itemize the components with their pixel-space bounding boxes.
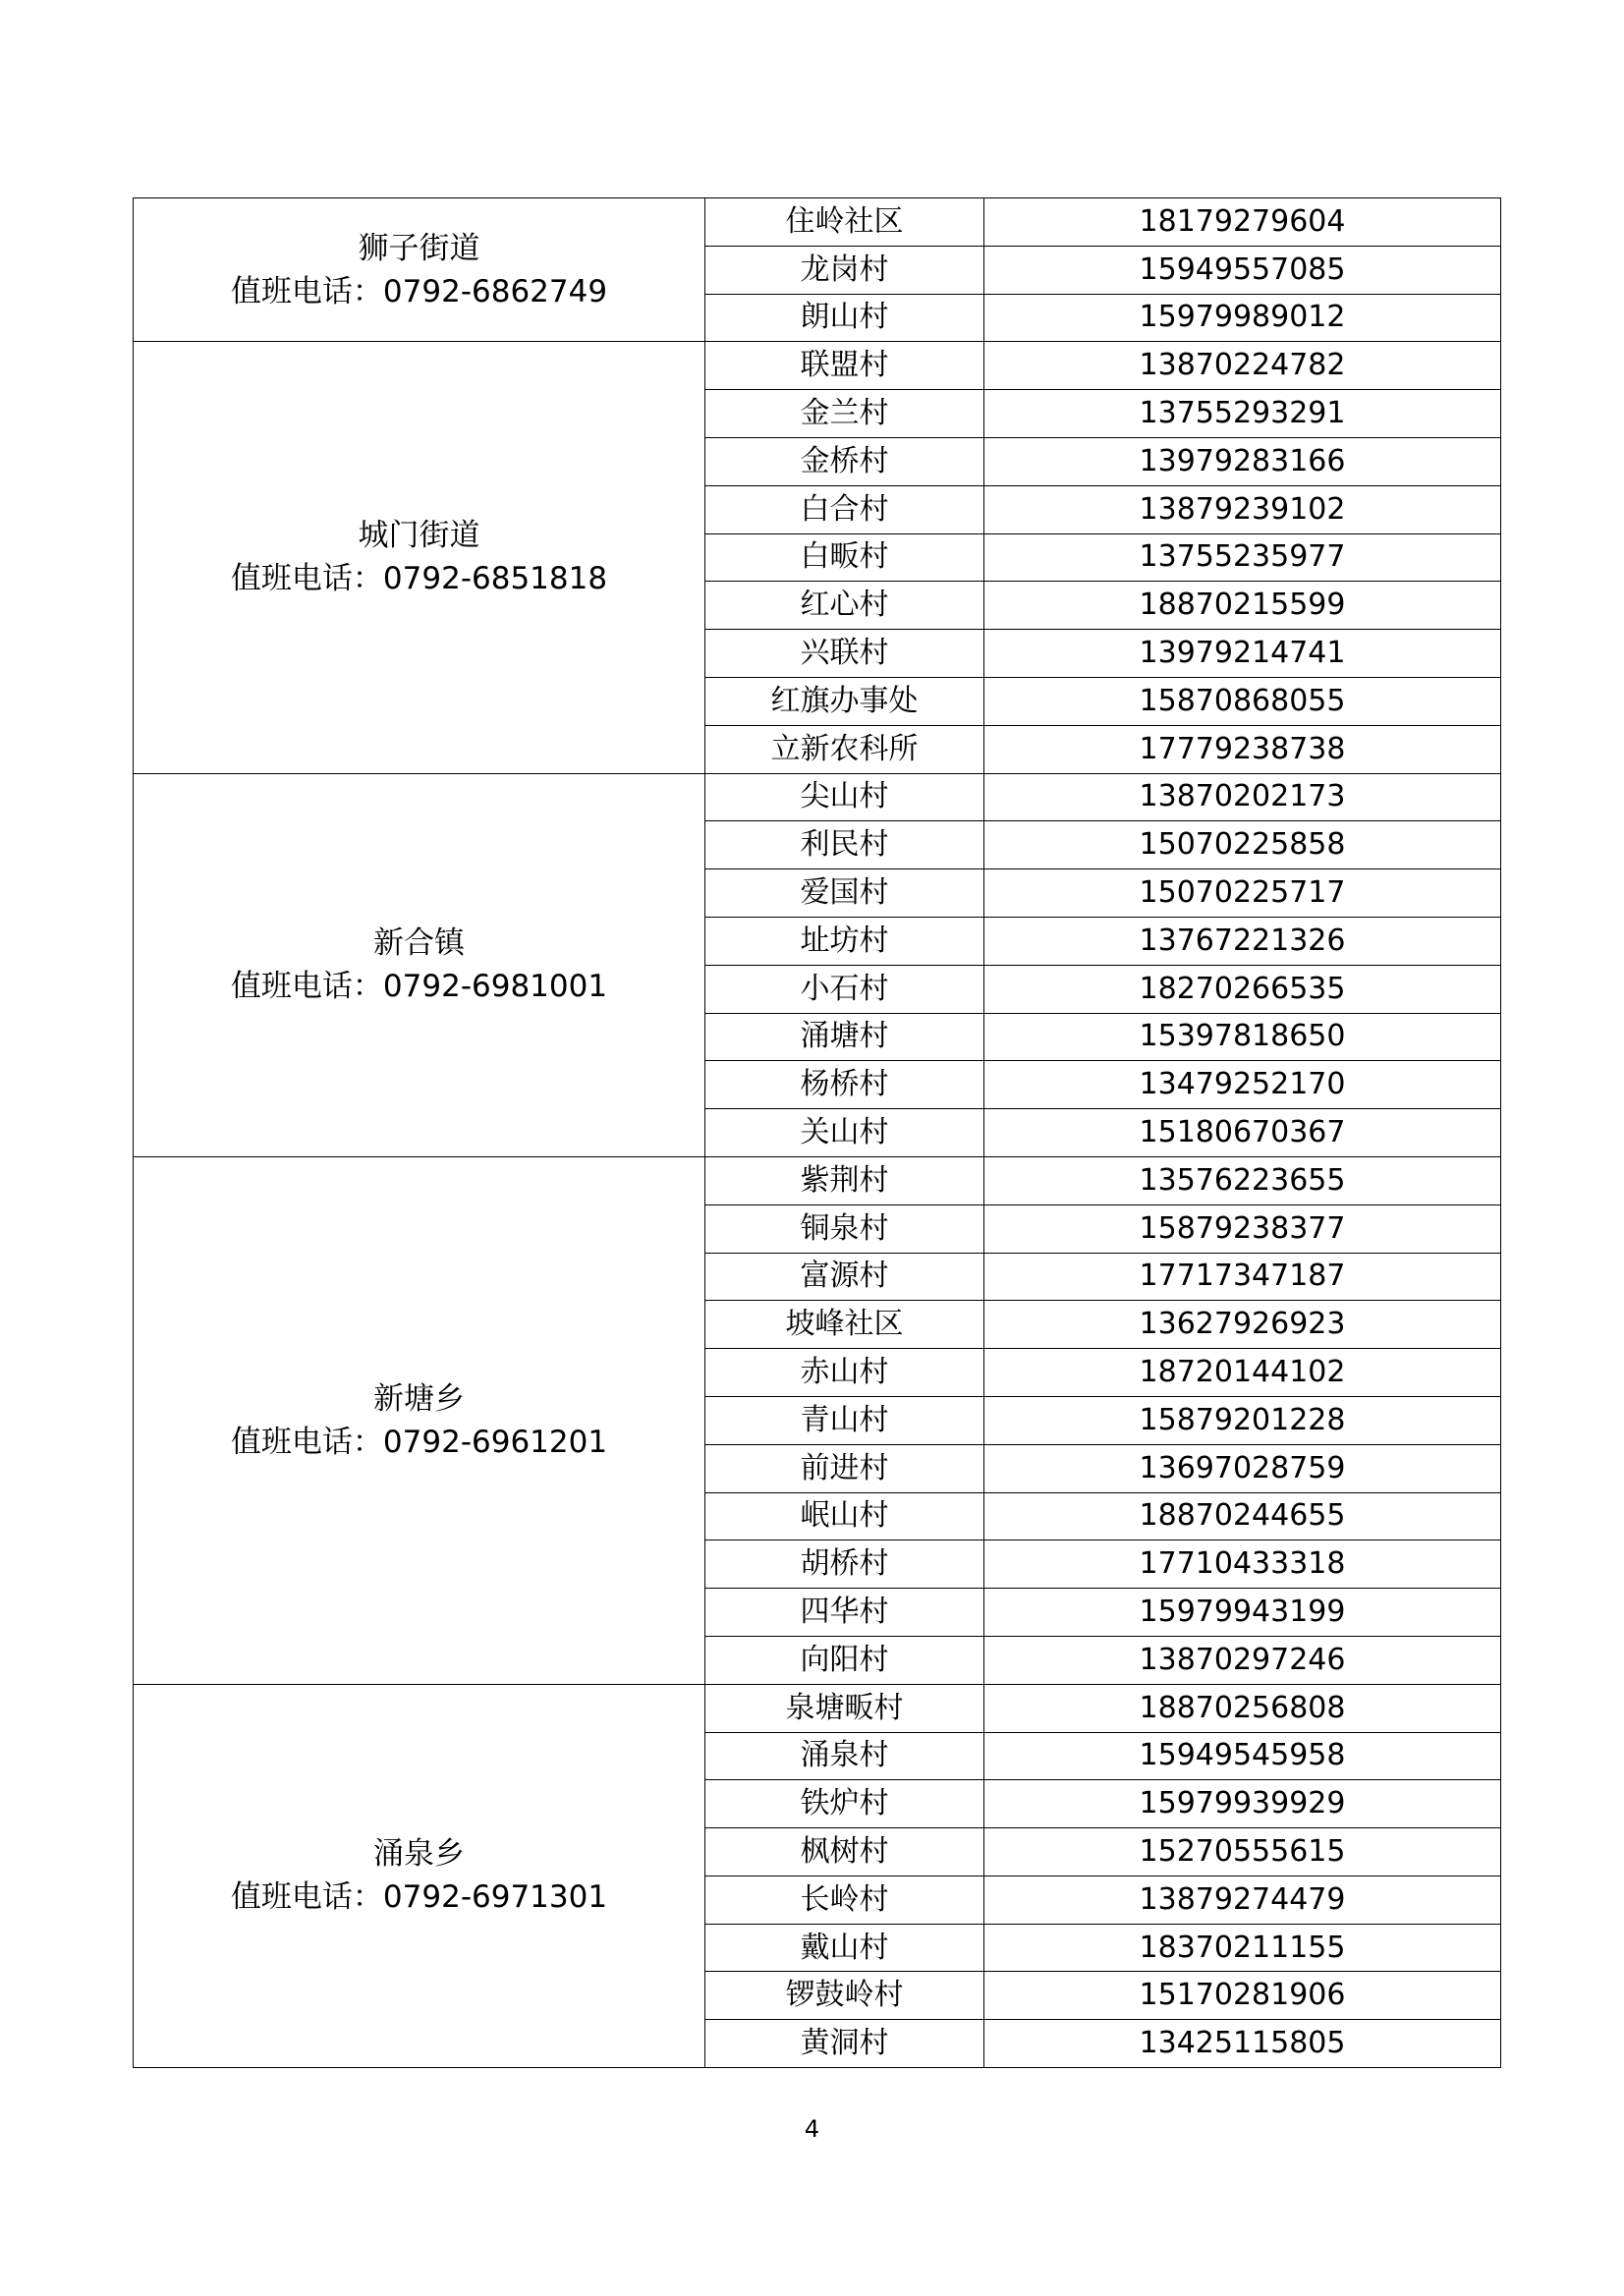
village-phone: 13755293291 [984,390,1501,438]
village-name: 利民村 [705,821,984,869]
village-name: 白畈村 [705,533,984,582]
village-phone: 13755235977 [984,533,1501,582]
village-phone: 17710433318 [984,1540,1501,1589]
village-name: 尖山村 [705,773,984,821]
village-phone: 15949557085 [984,246,1501,294]
village-phone: 13879239102 [984,485,1501,533]
village-name: 四华村 [705,1589,984,1637]
village-name: 富源村 [705,1253,984,1301]
village-name: 金桥村 [705,437,984,485]
village-phone: 15070225858 [984,821,1501,869]
village-phone: 13870202173 [984,773,1501,821]
village-name: 立新农科所 [705,725,984,773]
village-name: 关山村 [705,1109,984,1157]
village-name: 红心村 [705,582,984,630]
town-cell [134,1684,705,2067]
village-name: 爱国村 [705,869,984,918]
village-phone: 15979989012 [984,294,1501,342]
village-name: 青山村 [705,1396,984,1444]
village-name: 赤山村 [705,1349,984,1397]
village-phone: 18179279604 [984,198,1501,247]
town-duty-phone: 值班电话：0792-6981001 [230,969,608,1005]
village-phone: 15979943199 [984,1589,1501,1637]
town-duty-phone: 值班电话：0792-6971301 [230,1879,608,1916]
village-name: 锣鼓岭村 [705,1972,984,2020]
village-phone: 15270555615 [984,1828,1501,1876]
village-phone: 15979939929 [984,1780,1501,1828]
town-cell [134,342,705,773]
village-name: 涌塘村 [705,1013,984,1061]
table-row [134,198,1501,247]
village-name: 联盟村 [705,342,984,390]
village-name: 址坊村 [705,917,984,965]
village-phone: 15879201228 [984,1396,1501,1444]
table-row [134,1156,1501,1204]
town-cell [134,198,705,342]
village-name: 枫树村 [705,1828,984,1876]
village-phone: 18370211155 [984,1924,1501,1972]
contact-table-body [134,198,1501,2068]
village-phone: 13979283166 [984,437,1501,485]
town-duty-phone: 值班电话：0792-6961201 [230,1424,608,1460]
village-phone: 15180670367 [984,1109,1501,1157]
town-name: 新合镇 [373,925,465,962]
village-phone: 15070225717 [984,869,1501,918]
village-phone: 15949545958 [984,1732,1501,1780]
village-phone: 13479252170 [984,1061,1501,1109]
village-name: 胡桥村 [705,1540,984,1589]
village-phone: 13576223655 [984,1156,1501,1204]
village-phone: 15170281906 [984,1972,1501,2020]
village-name: 兴联村 [705,630,984,678]
village-name: 白合村 [705,485,984,533]
village-phone: 13425115805 [984,2020,1501,2068]
town-name: 新塘乡 [373,1380,465,1417]
village-phone: 18720144102 [984,1349,1501,1397]
village-phone: 13627926923 [984,1301,1501,1349]
village-name: 朗山村 [705,294,984,342]
village-phone: 13879274479 [984,1876,1501,1924]
village-name: 坡峰社区 [705,1301,984,1349]
table-row [134,342,1501,390]
village-name: 住岭社区 [705,198,984,247]
village-phone: 18870244655 [984,1492,1501,1540]
village-name: 金兰村 [705,390,984,438]
village-name: 铜泉村 [705,1204,984,1253]
village-name: 岷山村 [705,1492,984,1540]
village-phone: 13870224782 [984,342,1501,390]
village-phone: 13870297246 [984,1636,1501,1684]
village-phone: 18270266535 [984,965,1501,1013]
village-phone: 15870868055 [984,677,1501,725]
table-row [134,1684,1501,1732]
town-name: 狮子街道 [358,230,480,266]
village-phone: 18870256808 [984,1684,1501,1732]
table-row [134,773,1501,821]
village-phone: 13767221326 [984,917,1501,965]
village-name: 黄洞村 [705,2020,984,2068]
town-name: 城门街道 [358,518,480,554]
village-name: 长岭村 [705,1876,984,1924]
village-name: 铁炉村 [705,1780,984,1828]
contact-table [133,197,1501,2068]
village-phone: 13979214741 [984,630,1501,678]
village-phone: 13697028759 [984,1444,1501,1492]
page-number: 4 [804,2115,820,2143]
village-name: 龙岗村 [705,246,984,294]
village-name: 紫荆村 [705,1156,984,1204]
town-cell [134,1156,705,1684]
village-name: 小石村 [705,965,984,1013]
town-cell [134,773,705,1156]
village-name: 红旗办事处 [705,677,984,725]
village-name: 泉塘畈村 [705,1684,984,1732]
town-duty-phone: 值班电话：0792-6862749 [230,273,608,309]
village-name: 涌泉村 [705,1732,984,1780]
village-name: 向阳村 [705,1636,984,1684]
town-name: 涌泉乡 [373,1836,465,1873]
village-phone: 18870215599 [984,582,1501,630]
village-name: 戴山村 [705,1924,984,1972]
village-name: 前进村 [705,1444,984,1492]
village-phone: 17779238738 [984,725,1501,773]
town-duty-phone: 值班电话：0792-6851818 [230,561,608,597]
village-name: 杨桥村 [705,1061,984,1109]
village-phone: 15397818650 [984,1013,1501,1061]
village-phone: 15879238377 [984,1204,1501,1253]
village-phone: 17717347187 [984,1253,1501,1301]
